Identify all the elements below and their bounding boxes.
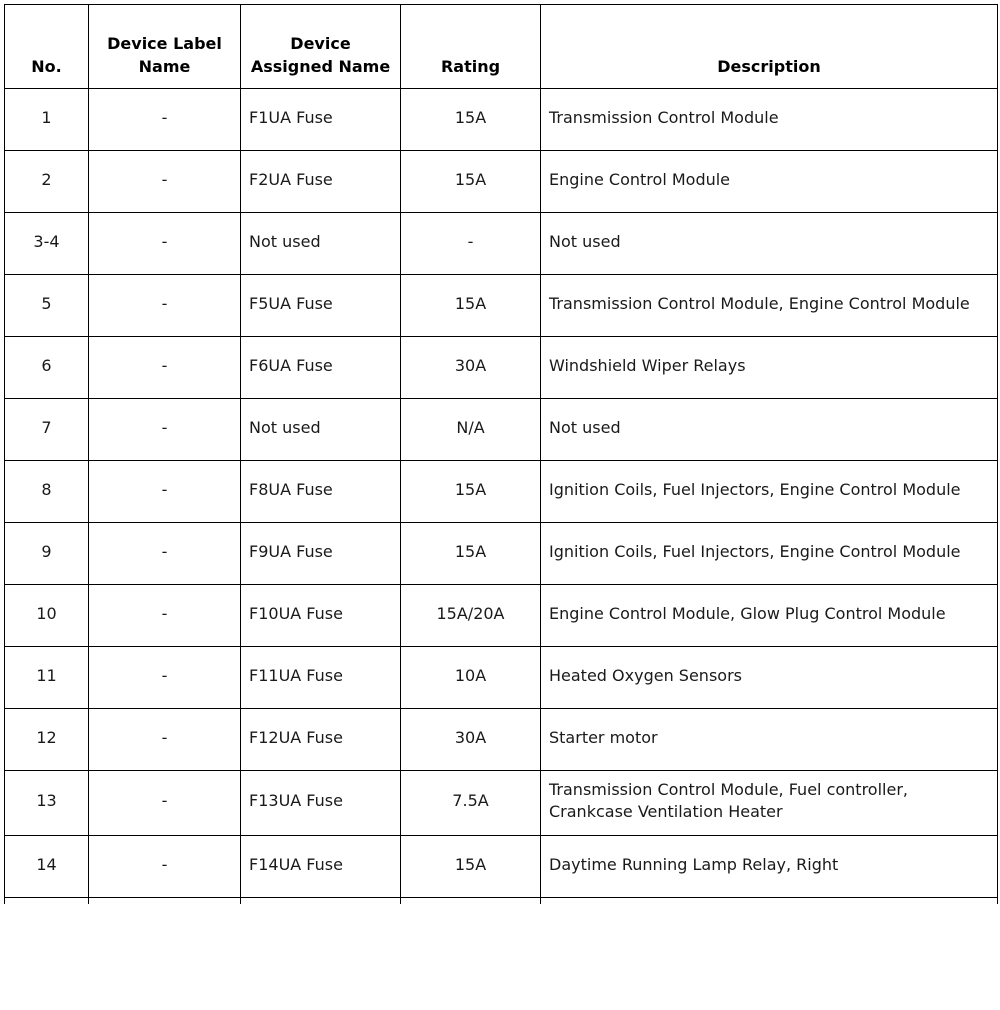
cell-no: 14	[5, 836, 89, 898]
cell-assigned: F1UA Fuse	[241, 89, 401, 151]
header-row	[5, 5, 998, 89]
table-row	[5, 461, 998, 523]
cell-assigned: F14UA Fuse	[241, 836, 401, 898]
table-row	[5, 213, 998, 275]
table-header	[5, 5, 998, 89]
cell-label: -	[89, 771, 241, 836]
cell-description: Daytime Running Lamp Relay, Right	[541, 836, 998, 898]
cell-no: 12	[5, 709, 89, 771]
cell-label: -	[89, 647, 241, 709]
table-row	[5, 89, 998, 151]
table-row	[5, 647, 998, 709]
cell-rating: N/A	[401, 399, 541, 461]
cell-no: 6	[5, 337, 89, 399]
cell-rating: 15A	[401, 523, 541, 585]
partial-cell	[241, 898, 401, 904]
cell-no: 9	[5, 523, 89, 585]
partial-cell	[89, 898, 241, 904]
cell-rating: 30A	[401, 709, 541, 771]
table-row	[5, 836, 998, 898]
cell-assigned: F13UA Fuse	[241, 771, 401, 836]
column-header-no: No.	[5, 5, 89, 89]
cell-rating: 15A	[401, 151, 541, 213]
cell-description: Ignition Coils, Fuel Injectors, Engine Control Module	[541, 461, 998, 523]
cell-description: Heated Oxygen Sensors	[541, 647, 998, 709]
cell-label: -	[89, 461, 241, 523]
cell-rating: 15A	[401, 836, 541, 898]
cell-assigned: F8UA Fuse	[241, 461, 401, 523]
cell-rating: 10A	[401, 647, 541, 709]
cell-description: Not used	[541, 399, 998, 461]
cell-label: -	[89, 523, 241, 585]
cell-label: -	[89, 151, 241, 213]
cell-no: 8	[5, 461, 89, 523]
partial-cell	[5, 898, 89, 904]
partial-table-row	[5, 898, 998, 904]
cell-description: Transmission Control Module	[541, 89, 998, 151]
cell-no: 3-4	[5, 213, 89, 275]
cell-no: 11	[5, 647, 89, 709]
cell-no: 10	[5, 585, 89, 647]
cell-assigned: F6UA Fuse	[241, 337, 401, 399]
cell-no: 1	[5, 89, 89, 151]
cell-label: -	[89, 213, 241, 275]
cell-label: -	[89, 89, 241, 151]
table-row	[5, 771, 998, 836]
cell-label: -	[89, 709, 241, 771]
column-header-description: Description	[541, 5, 998, 89]
cell-no: 2	[5, 151, 89, 213]
cell-label: -	[89, 836, 241, 898]
cell-description: Ignition Coils, Fuel Injectors, Engine Control Module	[541, 523, 998, 585]
cell-label: -	[89, 275, 241, 337]
table-row	[5, 523, 998, 585]
fuse-box-table	[4, 4, 998, 904]
cell-assigned: F5UA Fuse	[241, 275, 401, 337]
cell-description: Engine Control Module	[541, 151, 998, 213]
cell-assigned: F2UA Fuse	[241, 151, 401, 213]
cell-assigned: Not used	[241, 399, 401, 461]
table-row	[5, 709, 998, 771]
cell-label: -	[89, 399, 241, 461]
cell-rating: 15A	[401, 461, 541, 523]
table-row	[5, 585, 998, 647]
cell-assigned: F9UA Fuse	[241, 523, 401, 585]
column-header-rating: Rating	[401, 5, 541, 89]
column-header-assigned: Device Assigned Name	[241, 5, 401, 89]
cell-rating: 15A/20A	[401, 585, 541, 647]
cell-assigned: F11UA Fuse	[241, 647, 401, 709]
column-header-label-name: Device Label Name	[89, 5, 241, 89]
cell-description: Transmission Control Module, Fuel controller, Crankcase Ventilation Heater	[541, 771, 998, 836]
table-row	[5, 399, 998, 461]
cell-rating: -	[401, 213, 541, 275]
table-row	[5, 337, 998, 399]
cell-label: -	[89, 337, 241, 399]
cell-rating: 30A	[401, 337, 541, 399]
cell-description: Windshield Wiper Relays	[541, 337, 998, 399]
cell-no: 7	[5, 399, 89, 461]
partial-cell	[401, 898, 541, 904]
cell-rating: 15A	[401, 275, 541, 337]
cell-rating: 7.5A	[401, 771, 541, 836]
cell-assigned: F10UA Fuse	[241, 585, 401, 647]
cell-assigned: F12UA Fuse	[241, 709, 401, 771]
cell-description: Starter motor	[541, 709, 998, 771]
cell-description: Not used	[541, 213, 998, 275]
fuse-table-body	[5, 89, 998, 904]
cell-no: 13	[5, 771, 89, 836]
table-row	[5, 275, 998, 337]
cell-no: 5	[5, 275, 89, 337]
cell-label: -	[89, 585, 241, 647]
cell-description: Transmission Control Module, Engine Control Module	[541, 275, 998, 337]
cell-description: Engine Control Module, Glow Plug Control Module	[541, 585, 998, 647]
partial-cell	[541, 898, 998, 904]
table-row	[5, 151, 998, 213]
cell-rating: 15A	[401, 89, 541, 151]
cell-assigned: Not used	[241, 213, 401, 275]
